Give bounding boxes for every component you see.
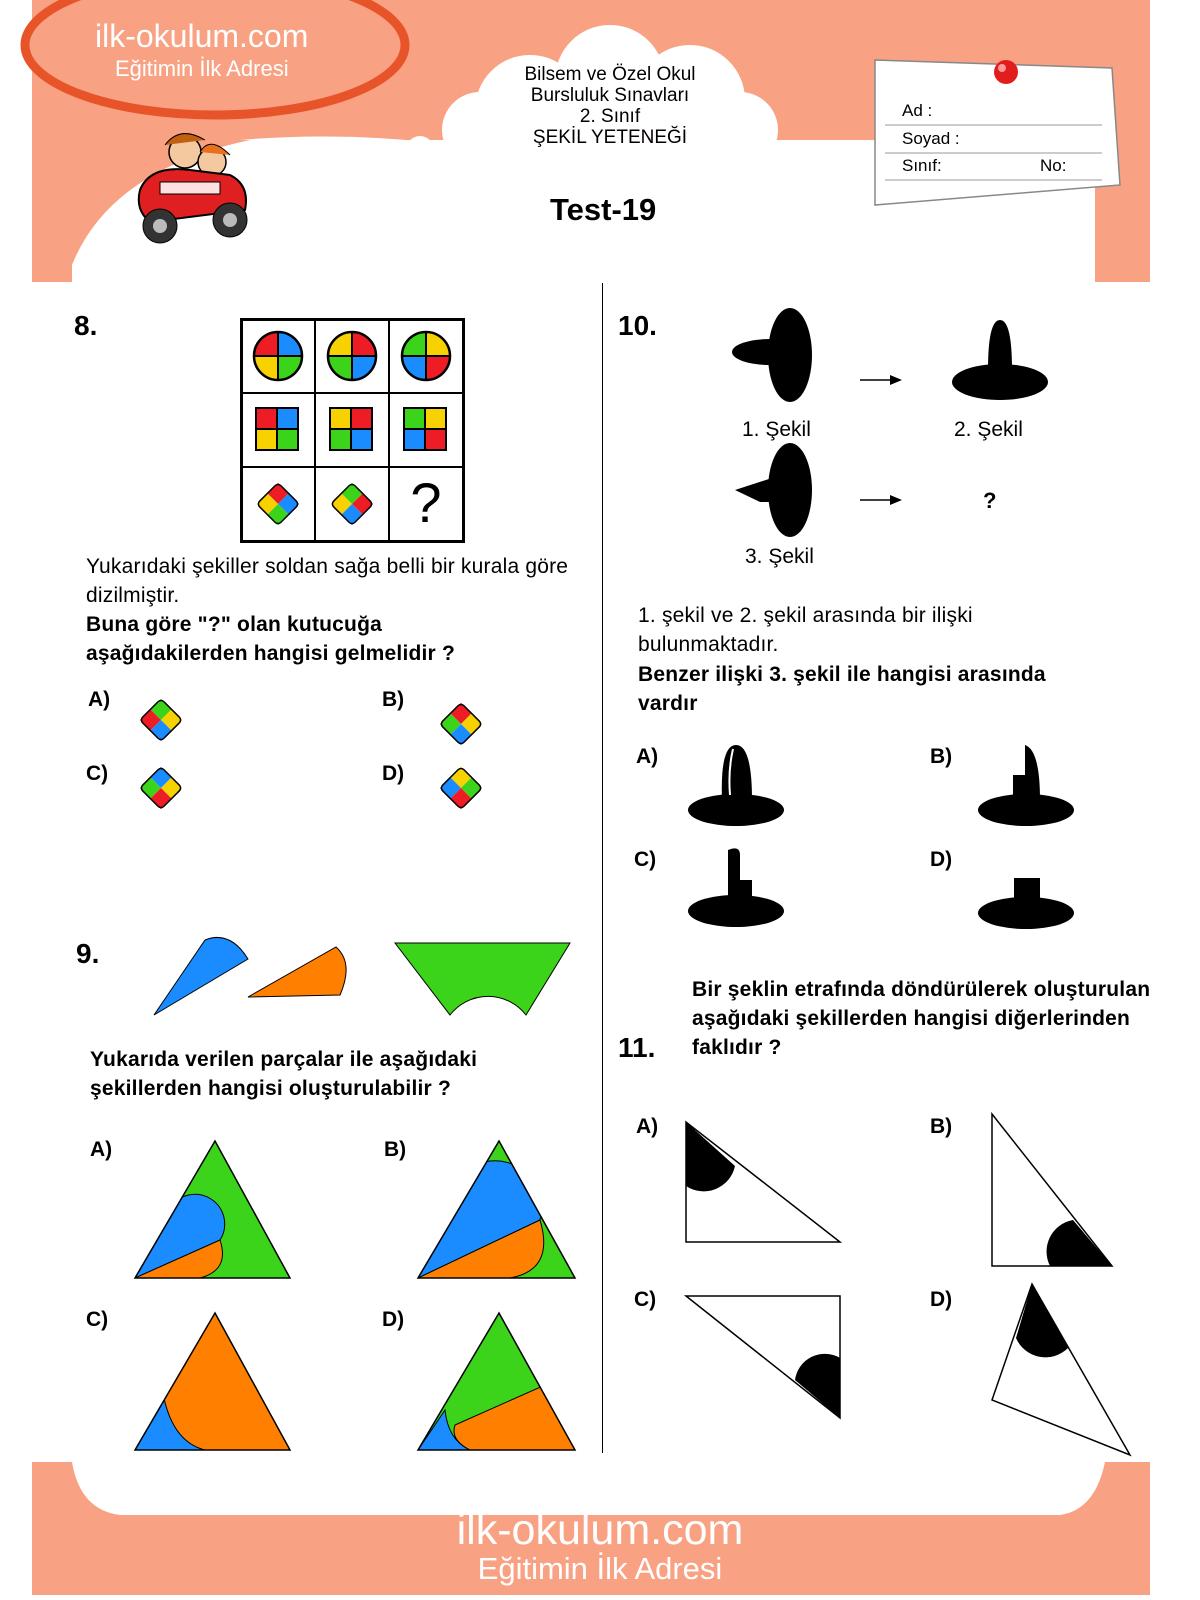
q9-blue-piece [154, 937, 248, 1015]
footer-slogan: Eğitimin İlk Adresi [477, 1551, 723, 1586]
q11-option-d[interactable]: D) [930, 1288, 953, 1311]
q8-square-2 [330, 408, 372, 450]
q8-number: 8. [74, 310, 98, 341]
q9-option-c-triangle [135, 1313, 290, 1450]
q9-options-art [0, 1120, 600, 1460]
test-title: Test-19 [550, 192, 657, 227]
q8-option-d-diamond [440, 767, 482, 809]
number-field-label[interactable]: No: [1040, 156, 1067, 175]
q11-option-c-triangle [686, 1296, 840, 1418]
q9-option-d[interactable]: D) [382, 1308, 405, 1331]
q8-option-a[interactable]: A) [88, 688, 111, 711]
q9-option-d-triangle [418, 1313, 575, 1450]
q9-orange-piece [248, 947, 346, 997]
name-field-label[interactable]: Ad : [902, 101, 933, 120]
q8-text: Yukarıdaki şekiller soldan sağa belli bir kurala göre dizilmiştir. [86, 555, 569, 607]
q10-label-3: 3. Şekil [745, 545, 814, 568]
q10-option-b-shape [978, 745, 1074, 826]
column-divider [602, 283, 603, 1453]
q10-label-2: 2. Şekil [954, 418, 1023, 441]
q9-option-a[interactable]: A) [90, 1138, 113, 1161]
q8-option-b-diamond [440, 703, 482, 745]
q10-option-b[interactable]: B) [930, 745, 953, 768]
cloud-text: Bilsem ve Özel Okul Bursluluk Sınavları 2. Sınıf ŞEKİL YETENEĞİ [524, 64, 696, 148]
q10-number: 10. [618, 310, 657, 341]
footer-site-name[interactable]: ilk-okulum.com [456, 1506, 744, 1554]
q8-option-a-diamond [140, 699, 182, 741]
q9-option-b-triangle [418, 1141, 575, 1278]
q9-question: Yukarıda verilen parçalar ile aşağıdaki şekillerden hangisi oluşturulabilir ? [90, 1048, 478, 1100]
q9-number: 9. [76, 938, 100, 969]
q10-option-c[interactable]: C) [634, 848, 657, 871]
q10-option-d[interactable]: D) [930, 848, 953, 871]
site-name[interactable]: ilk-okulum.com [95, 18, 309, 54]
q10-figure-2 [952, 320, 1048, 400]
q9-green-piece [395, 943, 570, 1015]
q8-square-3 [404, 408, 446, 450]
q10-figures [620, 300, 1180, 560]
q8-square-1 [256, 408, 298, 450]
q11-option-c[interactable]: C) [634, 1288, 657, 1311]
q8-question: Buna göre "?" olan kutucuğa aşağıdakilerden hangisi gelmelidir ? [86, 613, 455, 665]
q9-option-b[interactable]: B) [384, 1138, 407, 1161]
q10-figure-3 [735, 443, 812, 537]
site-slogan: Eğitimin İlk Adresi [115, 56, 289, 81]
q11-question: Bir şeklin etrafında döndürülerek oluşturulan aşağıdaki şekillerden hangisi diğerlerinden faklıdır ? [692, 978, 1151, 1059]
q11-option-a[interactable]: A) [636, 1115, 659, 1138]
q11-option-a-triangle [686, 1122, 840, 1242]
q11-option-d-triangle [992, 1284, 1130, 1455]
q8-grid [240, 318, 470, 548]
q8-circle-1 [254, 332, 302, 380]
q8-option-c[interactable]: C) [86, 762, 109, 785]
q10-question: Benzer ilişki 3. şekil ile hangisi arasında vardır [638, 663, 1046, 715]
q10-text: 1. şekil ve 2. şekil arasında bir ilişki bulunmaktadır. [638, 604, 973, 656]
q9-option-a-triangle [135, 1141, 290, 1278]
q11-option-b-triangle [992, 1114, 1112, 1266]
q10-options-art [620, 735, 1180, 955]
q10-option-d-shape [978, 878, 1074, 929]
q11-number: 11. [618, 1032, 656, 1063]
q10-question-mark: ? [983, 488, 997, 513]
q10-arrow-2 [860, 495, 902, 505]
q10-option-a[interactable]: A) [636, 745, 659, 768]
q10-option-a-shape [688, 745, 784, 826]
q9-pieces [150, 935, 610, 1035]
q8-circle-2 [328, 332, 376, 380]
q10-option-c-shape [688, 848, 784, 927]
q11-options-art [620, 1100, 1200, 1460]
q8-question-mark: ? [410, 471, 442, 534]
surname-field-label[interactable]: Soyad : [902, 129, 960, 148]
class-field-label[interactable]: Sınıf: [902, 156, 942, 175]
q8-circle-3 [402, 332, 450, 380]
q11-option-b[interactable]: B) [930, 1115, 953, 1138]
q10-figure-1 [732, 308, 812, 402]
q8-option-b[interactable]: B) [382, 688, 405, 711]
q9-option-c[interactable]: C) [86, 1308, 109, 1331]
q8-option-c-diamond [140, 767, 182, 809]
q10-label-1: 1. Şekil [742, 418, 811, 441]
q10-arrow-1 [860, 375, 902, 385]
q8-option-d[interactable]: D) [382, 762, 405, 785]
q8-options-art [0, 680, 600, 840]
